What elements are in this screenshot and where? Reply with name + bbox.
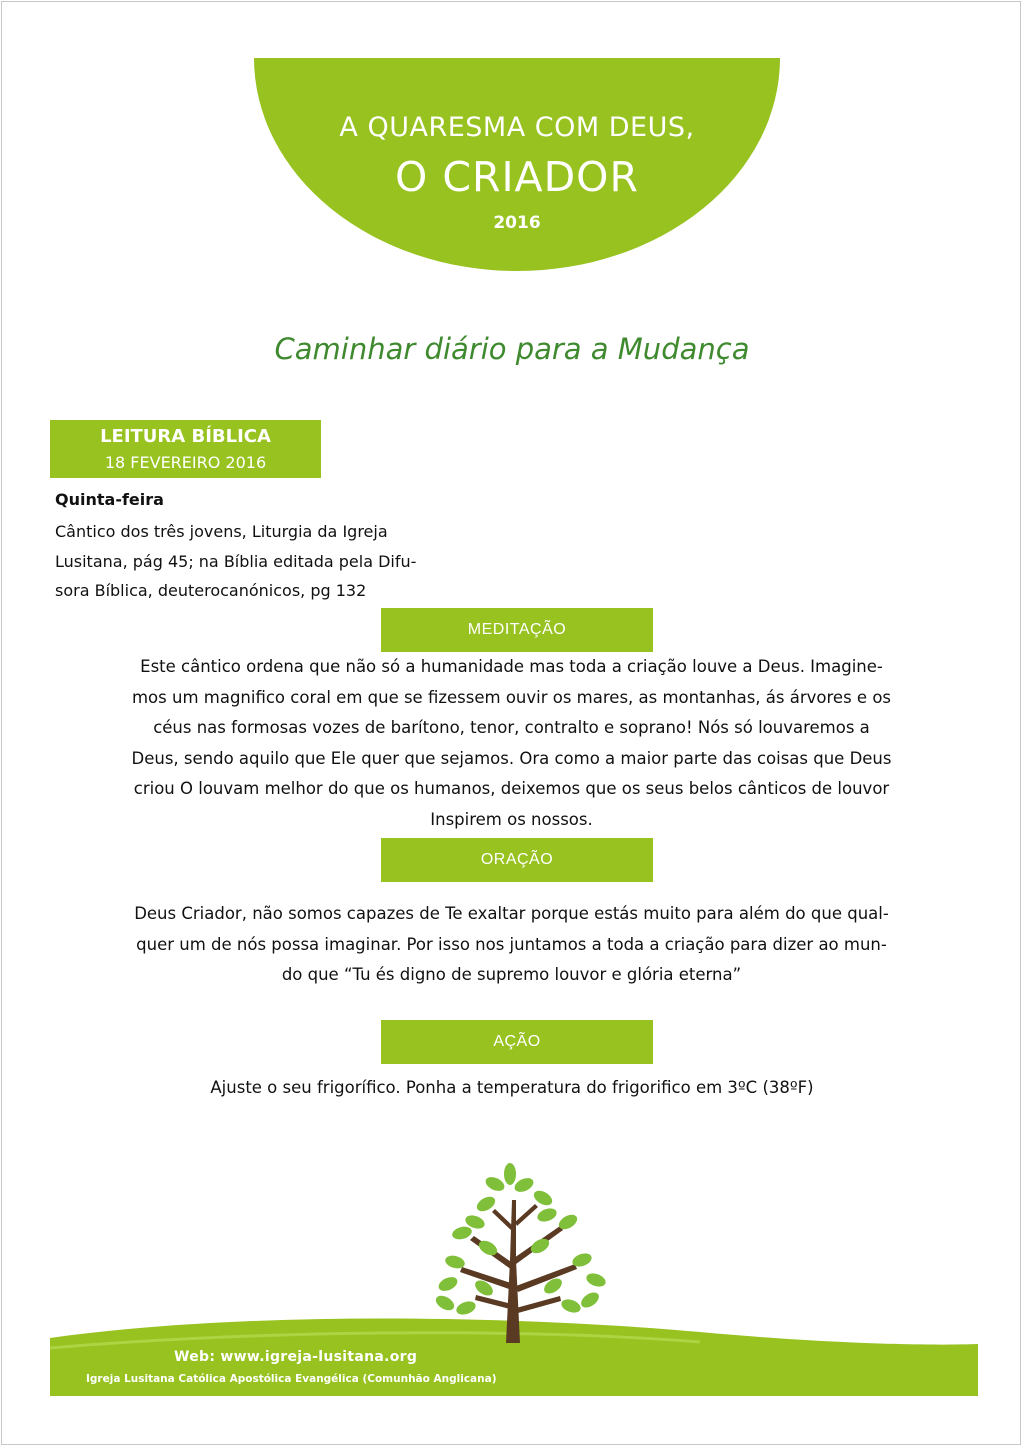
- acao-heading: AÇÃO: [381, 1020, 653, 1064]
- meditacao-heading: MEDITAÇÃO: [381, 608, 653, 652]
- leitura-date: 18 FEVEREIRO 2016: [104, 453, 267, 472]
- reading-reference: [55, 517, 435, 606]
- tree-icon: [433, 1163, 607, 1343]
- page-subtitle: Caminhar diário para a Mudança: [274, 332, 750, 366]
- meditacao-line: Inspirem os nossos.: [430, 809, 593, 829]
- oracao-line: Deus Criador, não somos capazes de Te exaltar porque estás muito para além do que qual-: [134, 904, 889, 923]
- meditacao-line: céus nas formosas vozes de barítono, tenor, contralto e soprano! Nós só louvaremos a: [153, 718, 870, 737]
- acao-text: Ajuste o seu frigorífico. Ponha a temperatura do frigorifico em 3ºC (38ºF): [210, 1078, 814, 1097]
- oracao-heading: ORAÇÃO: [381, 838, 653, 882]
- reading-line: Lusitana, pág 45; na Bíblia editada pela Difu-: [55, 551, 417, 571]
- header-title-line2: O CRIADOR: [395, 153, 639, 201]
- header-title-line1: A QUARESMA COM DEUS,: [339, 112, 695, 143]
- footer-organization: Igreja Lusitana Católica Apostólica Evangélica (Comunhão Anglicana): [86, 1373, 497, 1385]
- footer-graphic: [0, 1160, 1024, 1400]
- leitura-title: LEITURA BÍBLICA: [100, 426, 271, 447]
- footer-website[interactable]: Web: www.igreja-lusitana.org: [174, 1349, 418, 1365]
- meditacao-line: mos um magnifico coral em que se fizessem ouvir os mares, as montanhas, ás árvores e os: [131, 687, 892, 707]
- leitura-heading-box: [50, 420, 321, 478]
- oracao-line: quer um de nós possa imaginar. Por isso nos juntamos a toda a criação para dizer ao mun-: [136, 934, 887, 954]
- day-name: Quinta-feira: [55, 490, 164, 509]
- meditacao-line: Este cântico ordena que não só a humanidade mas toda a criação louve a Deus. Imagine-: [140, 657, 883, 676]
- meditacao-line: criou O louvam melhor do que os humanos, deixemos que os seus belos cânticos de louvor: [133, 779, 890, 798]
- meditacao-text: [128, 652, 895, 835]
- header-year: 2016: [493, 213, 541, 233]
- oracao-line: do que “Tu és digno de supremo louvor e glória eterna”: [281, 965, 742, 984]
- reading-line: Cântico dos três jovens, Liturgia da Igreja: [55, 522, 388, 541]
- oracao-text: [128, 899, 895, 991]
- reading-line: sora Bíblica, deuterocanónicos, pg 132: [55, 581, 367, 600]
- meditacao-line: Deus, sendo aquilo que Ele quer que sejamos. Ora como a maior parte das coisas que Deus: [131, 748, 892, 768]
